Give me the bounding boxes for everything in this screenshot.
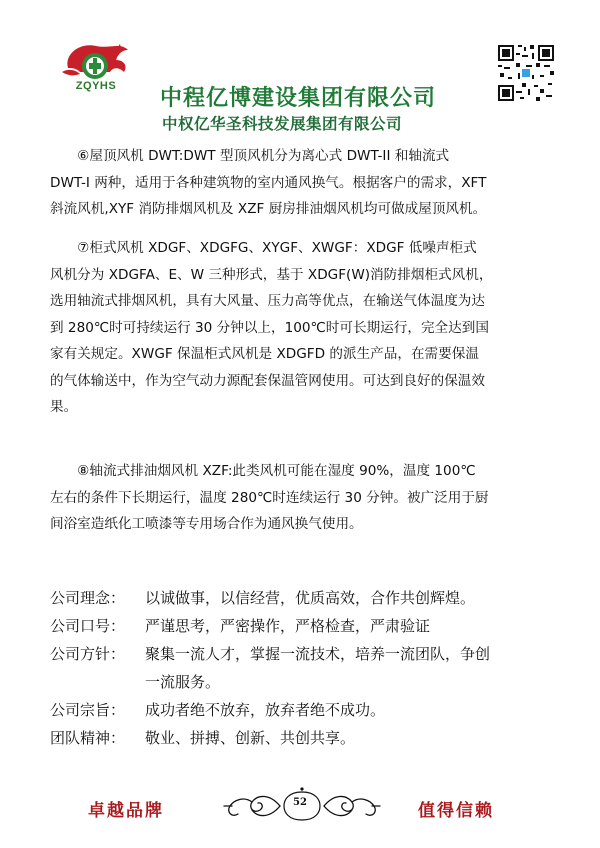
paragraph-line: 的气体输送中，作为空气动力源配套保温管网使用。可达到良好的保温效 (50, 372, 485, 389)
company-name-primary: 中程亿博建设集团有限公司 (160, 86, 437, 111)
company-principles (50, 584, 570, 752)
principle-value: 聚集一流人才，掌握一流技术，培养一流团队，争创 (145, 645, 491, 663)
paragraph-line: 斜流风机,XYF 消防排烟风机及 XZF 厨房排油烟风机均可做成屋顶风机。 (50, 201, 487, 217)
principle-slogan (50, 612, 570, 640)
page-number: 52 (293, 797, 307, 808)
paragraph-line: ⑧轴流式排油烟风机 XZF:此类风机可能在湿度 90%，温度 100℃ (50, 463, 476, 479)
principle-label: 公司宗旨： (50, 701, 126, 719)
principle-label: 团队精神： (50, 729, 126, 747)
principle-value: 敬业、拼搏、创新、共创共享。 (145, 729, 356, 747)
principle-label: 公司口号： (50, 617, 126, 635)
footer-slogan-left: 卓越品牌 (88, 801, 164, 821)
company-logo-icon (58, 38, 132, 106)
principle-value: 成功者绝不放弃，放弃者绝不成功。 (145, 701, 386, 719)
paragraph-line: 风机分为 XDGFA、E、W 三种形式，基于 XDGF(W)消防排烟柜式风机， (50, 266, 493, 283)
paragraph-cabinet-fan (50, 235, 558, 421)
principle-value: 严谨思考，严密操作，严格检查，严肃验证 (145, 617, 431, 635)
logo-text: ZQYHS (75, 80, 117, 92)
paragraph-line: 选用轴流式排烟风机，具有大风量、压力高等优点，在输送气体温度为达 (50, 293, 485, 309)
principle-value: 以诚做事，以信经营，优质高效，合作共创辉煌。 (145, 589, 476, 607)
paragraph-line: 到 280℃时可持续运行 30 分钟以上，100℃时可长期运行，完全达到国 (50, 319, 489, 336)
paragraph-line: 间浴室造纸化工喷漆等专用场合作为通风换气使用。 (50, 516, 363, 532)
principle-philosophy (50, 584, 570, 612)
principle-tenet (50, 696, 570, 724)
principle-label: 公司方针： (50, 645, 126, 663)
paragraph-axial-exhaust-fan (50, 458, 558, 538)
paragraph-line: ⑥屋顶风机 DWT:DWT 型顶风机分为离心式 DWT-II 和轴流式 (50, 148, 450, 164)
paragraph-line: 家有关规定。XWGF 保温柜式风机是 XDGFD 的派生产品，在需要保温 (50, 346, 479, 362)
paragraph-line: 果。 (50, 399, 78, 415)
principle-policy (50, 640, 570, 668)
paragraph-roof-fan (50, 143, 558, 223)
paragraph-line: ⑦柜式风机 XDGF、XDGFG、XYGF、XWGF：XDGF 低噪声柜式 (50, 240, 477, 256)
principle-value-continuation: 一流服务。 (145, 673, 221, 691)
paragraph-line: DWT-I 两种，适用于各种建筑物的室内通风换气。根据客户的需求，XFT (50, 174, 487, 191)
principle-team-spirit (50, 724, 570, 752)
qr-code-icon (498, 45, 554, 101)
company-name-secondary: 中权亿华圣科技发展集团有限公司 (162, 115, 403, 133)
paragraph-line: 左右的条件下长期运行，温度 280℃时连续运行 30 分钟。被广泛用于厨 (50, 489, 489, 506)
footer-slogan-right: 值得信赖 (418, 801, 494, 821)
principle-label: 公司理念： (50, 589, 126, 607)
